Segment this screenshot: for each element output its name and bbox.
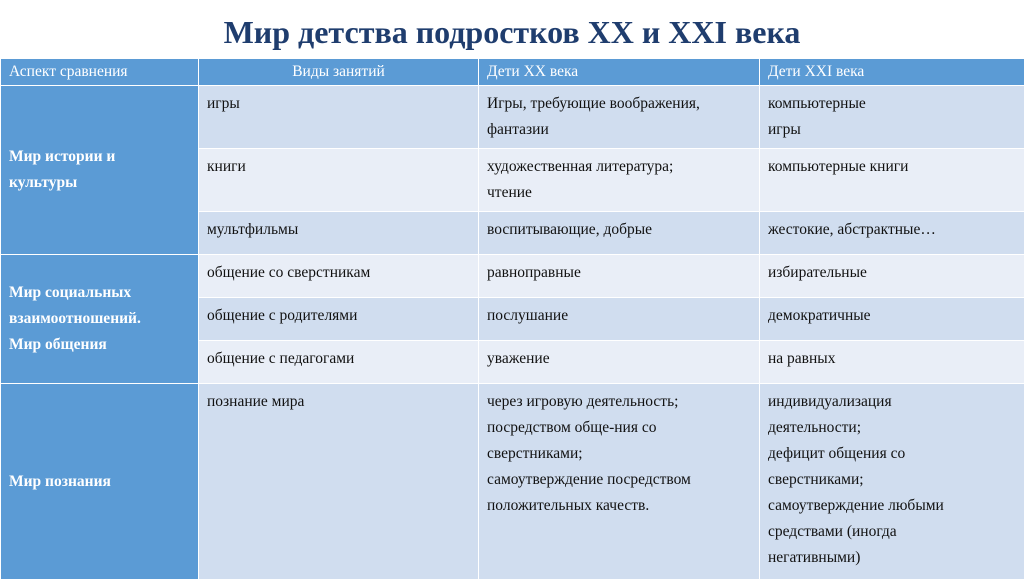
table-row	[1, 86, 1024, 149]
xx-century-cell: через игровую деятельность; посредством обще-ния со сверстниками; самоутверждение посредством положительных качеств.	[479, 384, 760, 580]
slide-title: Мир детства подростков XX и XXI века	[0, 14, 1024, 51]
xxi-century-cell: демократичные	[760, 298, 1024, 341]
header-20th-century: Дети XX века	[479, 59, 760, 86]
header-activities: Виды занятий	[199, 59, 479, 86]
xx-century-cell: равноправные	[479, 255, 760, 298]
aspect-social-relations: Мир социальных взаимоотношений. Мир общения	[1, 255, 199, 384]
table-header-row	[1, 59, 1024, 86]
xx-century-cell: послушание	[479, 298, 760, 341]
xx-century-cell: уважение	[479, 341, 760, 384]
xxi-century-cell: индивидуализация деятельности; дефицит общения со сверстниками; самоутверждение любыми средствами (иногда негативными)	[760, 384, 1024, 580]
activity-cell: познание мира	[199, 384, 479, 580]
header-21st-century: Дети XXI века	[760, 59, 1024, 86]
table-row	[1, 384, 1024, 580]
xxi-century-cell: на равных	[760, 341, 1024, 384]
aspect-history-culture: Мир истории и культуры	[1, 86, 199, 255]
table-row	[1, 255, 1024, 298]
comparison-table	[0, 58, 1024, 580]
xxi-century-cell: жестокие, абстрактные…	[760, 212, 1024, 255]
activity-cell: общение со сверстникам	[199, 255, 479, 298]
activity-cell: общение с педагогами	[199, 341, 479, 384]
header-aspect: Аспект сравнения	[1, 59, 199, 86]
activity-cell: книги	[199, 149, 479, 212]
xx-century-cell: Игры, требующие воображения, фантазии	[479, 86, 760, 149]
activity-cell: общение с родителями	[199, 298, 479, 341]
activity-cell: мультфильмы	[199, 212, 479, 255]
xxi-century-cell: компьютерные игры	[760, 86, 1024, 149]
xxi-century-cell: компьютерные книги	[760, 149, 1024, 212]
activity-cell: игры	[199, 86, 479, 149]
xx-century-cell: воспитывающие, добрые	[479, 212, 760, 255]
xx-century-cell: художественная литература; чтение	[479, 149, 760, 212]
xxi-century-cell: избирательные	[760, 255, 1024, 298]
aspect-cognition: Мир познания	[1, 384, 199, 580]
